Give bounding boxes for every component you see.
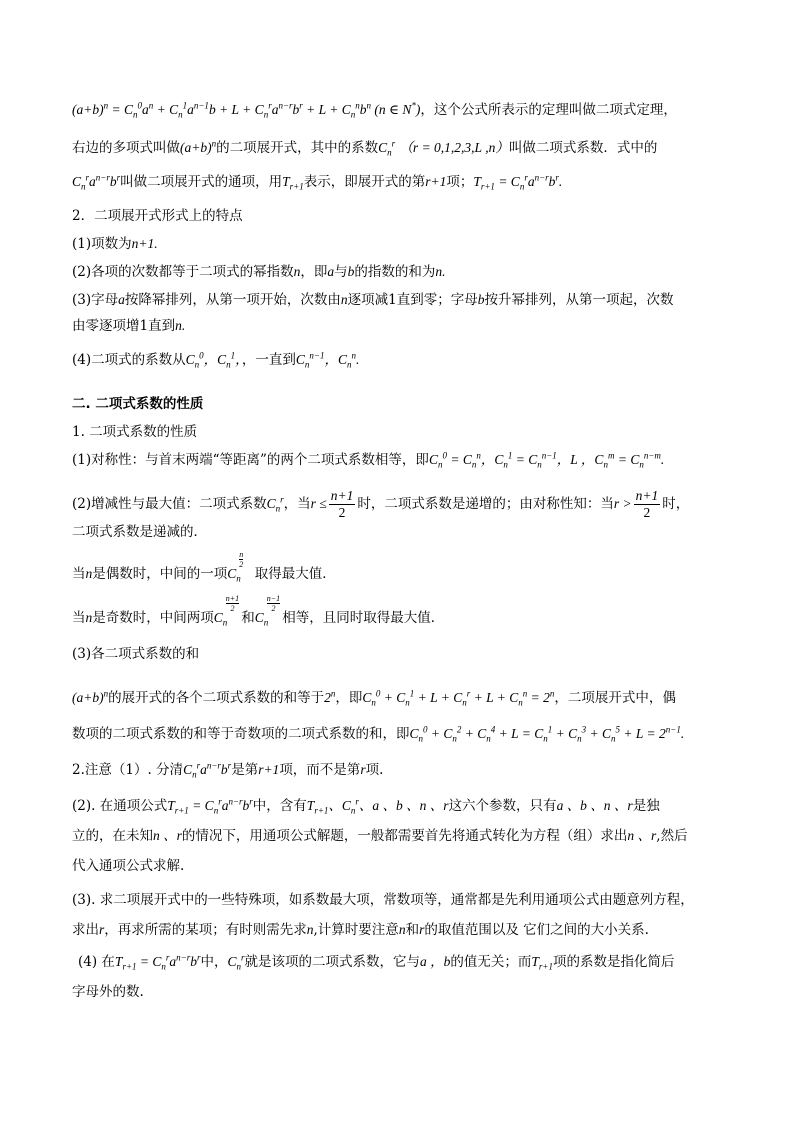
formula-note1-r: r	[360, 762, 366, 777]
formula-r-le: r ≤	[310, 496, 327, 511]
formula-r-plus-1: r+1	[425, 174, 447, 189]
var-n-odd: n	[85, 610, 93, 625]
feature-4-text-a: (4)二项式的系数从	[72, 352, 186, 368]
formula-r-gt: r >	[613, 496, 632, 511]
feature-2-text-c: 与	[334, 264, 348, 280]
var-b: b	[347, 264, 355, 279]
note-1-text-d: 项.	[365, 762, 384, 778]
note-2-line2-b: 的情况下，用通项公式解题，一般都需要首先将通式转化为方程（组）求出	[181, 828, 628, 844]
properties-subheading: 1. 二项式系数的性质	[72, 424, 198, 440]
formula-note2-nr: n 、r	[153, 828, 182, 843]
feature-item-1	[72, 234, 158, 254]
note-4-text-d: 的值无关；而	[450, 954, 532, 970]
feature-item-4	[72, 350, 359, 370]
formula-note1-term: $C_n^ra^{n-r}b^r$	[183, 760, 232, 780]
formula-sum-all: $C_n^0 + C_n^1 + L + C_n^r + L + C_n^n = 2^n$	[362, 688, 555, 708]
expansion-text-a: 右边的多项式叫做	[72, 140, 180, 156]
formula-a-plus-b-n-2: $(a+b)^n$	[72, 688, 109, 705]
note-3-line2-b: ，再求所需的某项；有时则需先求	[104, 922, 307, 938]
feature-3-text-a: (3)字母	[72, 292, 119, 308]
property-symmetry	[72, 450, 664, 470]
property-sum-cont	[72, 724, 684, 744]
var-n-note3: n	[306, 922, 314, 937]
even-text-b: 是偶数时，中间的一项	[92, 566, 228, 582]
general-term-text-a: 叫做二项展开式的通项，用	[120, 174, 283, 190]
feature-item-3-cont	[72, 316, 185, 336]
feature-3-text-b: 按降幂排列，从第一项开始，次数由	[124, 292, 341, 308]
section-properties-heading: 二. 二项式系数的性质	[72, 396, 204, 412]
note-3-line2-e: 的取值范围以及 它们之间的大小关系.	[424, 922, 649, 938]
var-r-note3b: r	[419, 922, 425, 937]
section-2-heading: 2．二项展开式形式上的特点	[72, 208, 243, 224]
var-r-note3: r	[99, 922, 105, 937]
formula-binomial-theorem: $(a+b)^n = C_n^0a^n + C_n^1a^{n-1}b + L + C_n^ra^{n-r}b^r + L + C_n^nb^n$ (n ∈ N*)	[72, 100, 421, 120]
general-term-line	[72, 172, 562, 192]
feature-4-text-b: ，一直到	[241, 352, 296, 368]
formula-note1-r1: r+1	[258, 762, 280, 777]
formula-note2-nr-2: n 、r	[627, 828, 657, 843]
var-n-3b: n.	[175, 318, 186, 333]
monotonic-text-d: 时，	[662, 496, 690, 512]
var-n-note3b: n	[398, 922, 406, 937]
feature-item-3	[72, 290, 673, 310]
odd-text-a: 当	[72, 610, 86, 626]
note-2	[72, 796, 660, 816]
property-sum	[72, 688, 676, 708]
feature-3-text-c: 逐项减1直到零；字母	[347, 292, 478, 308]
theorem-text: ，这个公式所表示的定理叫做二项式定理，	[420, 102, 677, 118]
sum-text-line2: 数项的二项式系数的和等于奇数项的二项式系数的和，即	[72, 726, 410, 742]
property-monotonic-cont: 二项式系数是递减的．	[72, 524, 207, 540]
expansion-line	[72, 138, 657, 158]
note-1	[72, 760, 383, 780]
note-4-text-b: 中，	[200, 954, 228, 970]
note-2-cont	[72, 826, 688, 846]
expansion-text-c: 叫做二项式系数．式中的	[508, 140, 658, 156]
note-2-text-b: 中，含有	[252, 798, 307, 814]
formula-c-n-r: $C_n^r$	[378, 138, 396, 158]
formula-symmetry: $C_n^0 = C_n^n$，$C_n^1 = C_n^{n-1}$，L ，$C_n^m = C_n^{n-m}$.	[428, 450, 665, 470]
even-text-a: 当	[72, 566, 86, 582]
sum-text-b: ，即	[335, 690, 363, 706]
note-3-line2-a: 求出	[72, 922, 99, 938]
odd-text-d: 相等，且同时取得最大值．	[282, 610, 445, 626]
general-term-text-c: 项；	[446, 174, 474, 190]
var-a: a	[327, 264, 335, 279]
note-4-text-a: (4) 在	[78, 954, 115, 970]
note-4	[78, 952, 675, 972]
formula-general-term: $C_n^ra^{n-r}b^r$	[72, 172, 121, 192]
note-3-line2-c: ,计算时要注意	[313, 922, 399, 938]
note-3: (3). 求二项展开式中的一些特殊项，如系数最大项，常数项等，通常都是先利用通项公式由题意列方程，	[72, 892, 694, 908]
property-monotonic	[72, 488, 689, 521]
var-n-end: n.	[435, 264, 446, 279]
formula-c-n-plus-half: $C_n$ $\frac{n+1}{2}$	[213, 594, 240, 628]
fraction-n1-2-b: $\frac{n+1}{2}$	[635, 488, 659, 520]
formula-cn1-cn: $C_n^{n-1}$，$C_n^n$.	[295, 350, 360, 370]
odd-text-c: 和	[241, 610, 255, 626]
feature-2-text-a: (2)各项的次数都等于二项式的幂指数	[72, 264, 294, 280]
var-b-3: b	[477, 292, 485, 307]
note-1-text-a: 2.注意（1）. 分清	[72, 762, 184, 778]
formula-c-n-r-2: $C_n^r$	[266, 494, 284, 514]
formula-note2-params: $T_{r+1}$、$C_n^r$、a 、b 、n 、r	[306, 796, 449, 816]
note-3-line2-d: 和	[405, 922, 420, 938]
formula-2-n: 2$^n$	[324, 688, 336, 705]
note-4-cont: 字母外的数.	[72, 984, 144, 1000]
even-text-c: 取得最大值．	[254, 566, 336, 582]
property-sum-title: (3)各二项式系数的和	[72, 646, 200, 662]
note-2-text-a: (2). 在通项公式	[72, 798, 168, 814]
note-1-text-b: 是第	[231, 762, 259, 778]
formula-note4-term: $T_{r+1} = C_n^ra^{n-r}b^r$	[114, 952, 201, 972]
formula-c0-c1: $C_n^0$，$C_n^1$，	[185, 350, 242, 370]
feature-2-text-d: 的指数的和为	[354, 264, 436, 280]
property-odd	[72, 594, 445, 628]
var-n-3: n	[340, 292, 348, 307]
note-2-text-c: 这六个参数，只有	[448, 798, 557, 814]
formula-c-n-half: $C_n$ $\frac{n}{2}$	[227, 550, 244, 584]
note-2-line3: 代入通项公式求解.	[72, 858, 185, 874]
monotonic-text-c: 时，二项式系数是递增的；由对称性知：当	[357, 496, 614, 512]
symmetry-text: (1)对称性：与首末两端“等距离”的两个二项式系数相等，即	[72, 452, 429, 468]
property-even	[72, 550, 336, 584]
var-a-3: a	[118, 292, 125, 307]
feature-2-text-b: ，即	[300, 264, 328, 280]
monotonic-text-b: ，当	[283, 496, 311, 512]
formula-c-n-minus-half: $C_n$ $\frac{n-1}{2}$	[254, 594, 281, 628]
formula-t-r1-equals: $T_{r+1} = C_n^ra^{n-r}b^r$.	[473, 172, 563, 192]
feature-1-text: (1)项数为	[72, 236, 132, 252]
feature-3-line2: 由零逐项增1直到	[72, 318, 176, 334]
formula-t-r1: $T_{r+1}$	[282, 174, 304, 192]
binomial-theorem-line	[72, 100, 677, 120]
note-3-cont	[72, 920, 649, 940]
note-2-line2-a: 立的，在未知	[72, 828, 153, 844]
note-2-line2-c: ,然后	[656, 828, 688, 844]
sum-text-c: ，二项展开式中，偶	[554, 690, 676, 706]
feature-3-text-d: 按升幂排列，从第一项起，次数	[484, 292, 674, 308]
general-term-text-b: 表示，即展开式的第	[303, 174, 426, 190]
formula-a-plus-b-n: $(a+b)^n$	[180, 138, 217, 155]
note-4-text-c: 就是该项的二项式系数，它与	[244, 954, 421, 970]
var-n-even: n	[85, 566, 93, 581]
formula-r-range: （r = 0,1,2,3,L ,n）	[399, 140, 509, 155]
formula-note4-ab: a ，b	[420, 954, 451, 969]
formula-note2-term: $T_{r+1} = C_n^ra^{n-r}b^r$	[167, 796, 253, 816]
note-4-text-e: 项的系数是指化简后	[553, 954, 675, 970]
formula-note4-c: $C_n^r$	[227, 952, 245, 972]
odd-text-b: 是奇数时，中间两项	[92, 610, 214, 626]
expansion-text-b: 的二项展开式，其中的系数	[216, 140, 379, 156]
var-n: n	[293, 264, 301, 279]
formula-n-plus-1: n+1.	[131, 236, 158, 251]
note-1-text-c: 项，而不是第	[279, 762, 361, 778]
formula-even-odd-sum: $C_n^0 + C_n^2 + C_n^4 + L = C_n^1 + C_n^3 + C_n^5 + L = 2^{n-1}$.	[409, 724, 685, 744]
monotonic-text-a: (2)增减性与最大值：二项式系数	[72, 496, 267, 512]
formula-note4-t: $T_{r+1}$	[531, 954, 553, 972]
note-2-text-d: 是独	[632, 798, 660, 814]
formula-note2-indep: a 、b 、n 、r	[556, 798, 633, 813]
sum-text-a: 的展开式的各个二项式系数的和等于	[108, 690, 325, 706]
feature-item-2	[72, 262, 446, 282]
fraction-n1-2-a: $\frac{n+1}{2}$	[330, 488, 354, 520]
